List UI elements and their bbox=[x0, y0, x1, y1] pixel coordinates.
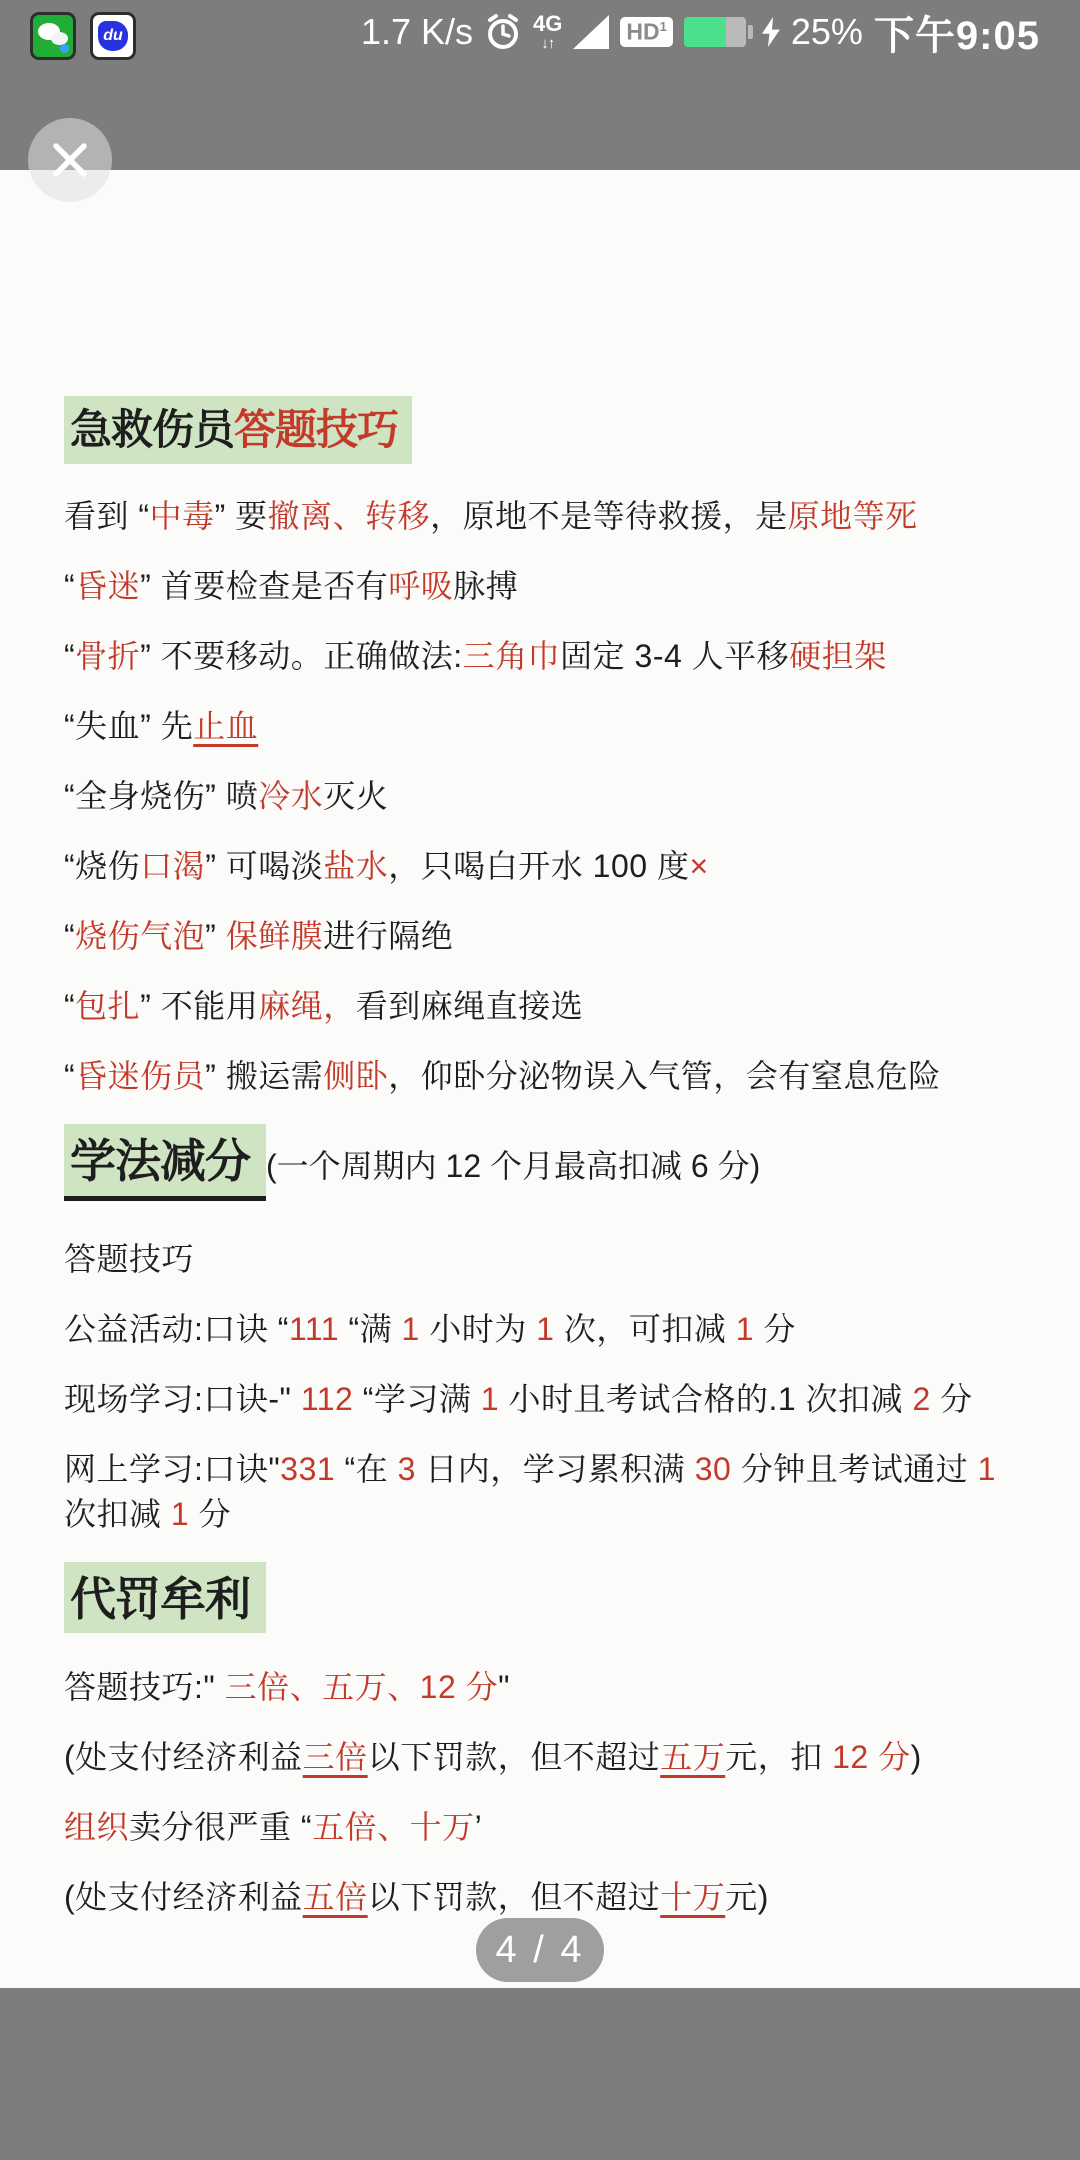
document-content bbox=[64, 396, 1032, 1945]
text-line bbox=[64, 564, 1032, 609]
clock-time: 下午9:05 bbox=[873, 13, 1040, 58]
text-segment: “ bbox=[64, 568, 76, 605]
hd-icon: $HD^1$ bbox=[620, 17, 672, 47]
text-segment: 看到麻绳直接选 bbox=[355, 988, 584, 1025]
section-heading bbox=[64, 396, 1032, 464]
charging-bolt-icon bbox=[762, 17, 780, 47]
text-segment: “ bbox=[64, 638, 76, 675]
text-segment: 1 bbox=[480, 1380, 500, 1417]
text-segment: (一个周期内 12 个月最高扣减 6 分) bbox=[266, 1148, 761, 1185]
text-segment: 网上学习:口诀" bbox=[64, 1450, 281, 1487]
text-segment: 急救伤员 bbox=[70, 406, 235, 453]
text-segment: 3 bbox=[397, 1450, 416, 1487]
text-segment: ，只喝白开水 100 度 bbox=[388, 848, 690, 885]
text-segment: 112 bbox=[300, 1380, 354, 1417]
text-segment: 脉搏 bbox=[453, 568, 519, 605]
close-button[interactable] bbox=[28, 118, 112, 202]
baidu-icon: du bbox=[90, 12, 136, 60]
text-segment: (处支付经济利益 bbox=[64, 1878, 303, 1915]
text-segment: 分 bbox=[754, 1310, 796, 1347]
text-segment: 30 bbox=[694, 1450, 732, 1487]
text-segment: 看到 “ bbox=[64, 498, 150, 535]
text-line bbox=[64, 634, 1032, 679]
text-segment: 组织 bbox=[64, 1808, 130, 1845]
section-heading bbox=[64, 1562, 1032, 1633]
text-segment: 次扣减 bbox=[64, 1495, 171, 1532]
text-segment: 分 bbox=[930, 1380, 973, 1417]
text-segment: 固定 3-4 人平移 bbox=[560, 638, 790, 675]
section-heading bbox=[64, 1124, 1032, 1200]
text-segment: 元，扣 bbox=[725, 1738, 833, 1775]
text-segment: ” 首要检查是否有 bbox=[140, 568, 389, 605]
text-segment: 331 bbox=[280, 1450, 336, 1487]
text-segment: 骨折 bbox=[75, 638, 141, 675]
text-segment: 1 bbox=[977, 1450, 996, 1487]
text-segment: 呼吸 bbox=[388, 568, 454, 605]
highlighted-heading-text bbox=[64, 396, 412, 464]
text-line bbox=[64, 844, 1032, 889]
text-segment: 以下罚款，但不超过 bbox=[367, 1878, 661, 1915]
wechat-icon bbox=[30, 12, 76, 60]
text-segment: " bbox=[498, 1668, 511, 1705]
status-bar bbox=[0, 0, 1080, 64]
text-segment: 元) bbox=[725, 1878, 769, 1915]
text-segment: ，仰卧分泌物误入气管，会有窒息危险 bbox=[388, 1058, 941, 1095]
text-segment: “ bbox=[64, 1058, 76, 1095]
text-segment: ) bbox=[910, 1738, 922, 1775]
text-segment: 三角巾 bbox=[462, 638, 561, 675]
heading-suffix bbox=[266, 1148, 760, 1184]
text-segment: 止血 bbox=[193, 708, 259, 745]
text-segment: 麻绳， bbox=[258, 988, 356, 1025]
text-segment: ” 不能用 bbox=[140, 988, 259, 1025]
text-segment: 三倍、五万、12 分 bbox=[224, 1668, 499, 1705]
highlighted-heading-text bbox=[64, 1562, 266, 1633]
text-segment: 答题技巧:" bbox=[64, 1668, 225, 1705]
text-segment: “在 bbox=[335, 1450, 398, 1487]
text-line bbox=[64, 914, 1032, 959]
text-segment: 1 bbox=[735, 1310, 755, 1347]
text-line bbox=[64, 494, 1032, 539]
text-segment: “失血” 先 bbox=[64, 708, 194, 745]
battery-tip bbox=[748, 25, 753, 39]
text-segment: 十万 bbox=[660, 1878, 726, 1915]
text-segment: 公益活动:口诀 “ bbox=[64, 1310, 289, 1347]
text-line bbox=[64, 1875, 1032, 1920]
text-segment: 中毒 bbox=[149, 498, 215, 535]
page-indicator: 4 / 4 bbox=[476, 1918, 604, 1982]
alarm-icon bbox=[484, 13, 522, 51]
network-speed: 1.7 K/s bbox=[360, 11, 474, 52]
text-segment: “全身烧伤” 喷 bbox=[64, 778, 259, 815]
text-segment: 次，可扣减 bbox=[554, 1310, 736, 1347]
text-segment: 答题技巧 bbox=[64, 1240, 195, 1277]
text-segment: 烧伤气泡 bbox=[75, 918, 206, 955]
text-segment: 分钟且考试通过 bbox=[731, 1450, 978, 1487]
text-segment: 昏迷 bbox=[75, 568, 141, 605]
text-line bbox=[64, 1237, 1032, 1282]
text-segment: 包扎 bbox=[75, 988, 141, 1025]
text-segment: “ bbox=[64, 988, 76, 1025]
network-type-indicator: 4G ↓↑ bbox=[533, 11, 563, 52]
battery-percent: 25% bbox=[790, 11, 863, 52]
text-segment: 学法减分 bbox=[70, 1135, 250, 1188]
text-segment: 口渴 bbox=[140, 848, 206, 885]
text-segment: 2 bbox=[912, 1380, 931, 1417]
highlighted-heading-text bbox=[64, 1124, 266, 1200]
text-segment: ” 要 bbox=[214, 498, 268, 535]
text-segment: 1 bbox=[536, 1310, 555, 1347]
text-segment: 撤离、转移 bbox=[267, 498, 431, 535]
text-segment: “满 bbox=[339, 1310, 402, 1347]
text-line bbox=[64, 1054, 1032, 1099]
text-segment: 灭火 bbox=[323, 778, 389, 815]
text-segment: 代罚牟利 bbox=[70, 1572, 250, 1625]
text-segment: 盐水 bbox=[323, 848, 389, 885]
text-segment: 硬担架 bbox=[789, 638, 887, 675]
text-segment: 现场学习:口诀-" bbox=[64, 1380, 301, 1417]
notification-icons bbox=[30, 12, 136, 60]
text-segment: 分 bbox=[189, 1495, 232, 1532]
text-segment: 昏迷伤员 bbox=[75, 1058, 206, 1095]
text-segment: 侧卧 bbox=[323, 1058, 389, 1095]
text-segment: 12 分 bbox=[832, 1738, 911, 1775]
text-segment: 1 bbox=[170, 1495, 190, 1532]
text-line bbox=[64, 1307, 1032, 1352]
text-segment: 以下罚款，但不超过 bbox=[367, 1738, 661, 1775]
text-line bbox=[64, 774, 1032, 819]
text-line bbox=[64, 704, 1032, 749]
text-segment: “学习满 bbox=[353, 1380, 481, 1417]
text-line bbox=[64, 984, 1032, 1029]
text-segment: 保鲜膜 bbox=[225, 918, 324, 955]
text-segment: (处支付经济利益 bbox=[64, 1738, 303, 1775]
text-segment: 五万 bbox=[660, 1738, 726, 1775]
text-segment: 小时为 bbox=[419, 1310, 537, 1347]
text-segment: × bbox=[689, 848, 709, 885]
text-line bbox=[64, 1377, 1032, 1422]
text-segment: 原地等死 bbox=[787, 498, 918, 535]
text-segment: ，原地不是等待救援，是 bbox=[430, 498, 788, 535]
text-line bbox=[64, 1805, 1032, 1850]
text-segment: ” 搬运需 bbox=[205, 1058, 324, 1095]
document-card bbox=[0, 170, 1080, 1988]
text-segment: 三倍 bbox=[302, 1738, 368, 1775]
text-segment: 进行隔绝 bbox=[323, 918, 454, 955]
text-segment: 小时且考试合格的.1 次扣减 bbox=[499, 1380, 913, 1417]
text-segment: “ bbox=[64, 918, 76, 955]
text-line bbox=[64, 1447, 1032, 1537]
text-segment: ’ bbox=[474, 1808, 483, 1845]
text-segment: 日内，学习累积满 bbox=[415, 1450, 695, 1487]
text-segment: 卖分很严重 “ bbox=[129, 1808, 313, 1845]
text-line bbox=[64, 1665, 1032, 1710]
close-icon bbox=[50, 140, 90, 180]
battery-icon bbox=[684, 17, 746, 47]
text-segment: 111 bbox=[288, 1310, 340, 1347]
text-segment: 1 bbox=[401, 1310, 420, 1347]
text-segment: 五倍 bbox=[302, 1878, 368, 1915]
text-segment: ” 可喝淡 bbox=[205, 848, 324, 885]
text-segment: 五倍、十万 bbox=[312, 1808, 475, 1845]
text-segment: “烧伤 bbox=[64, 848, 141, 885]
signal-icon bbox=[573, 15, 609, 49]
text-segment: 冷水 bbox=[258, 778, 324, 815]
text-segment: 答题技巧 bbox=[234, 406, 399, 453]
text-segment: ” 不要移动。正确做法: bbox=[140, 638, 463, 675]
text-line bbox=[64, 1735, 1032, 1780]
text-segment: ” bbox=[205, 918, 226, 955]
